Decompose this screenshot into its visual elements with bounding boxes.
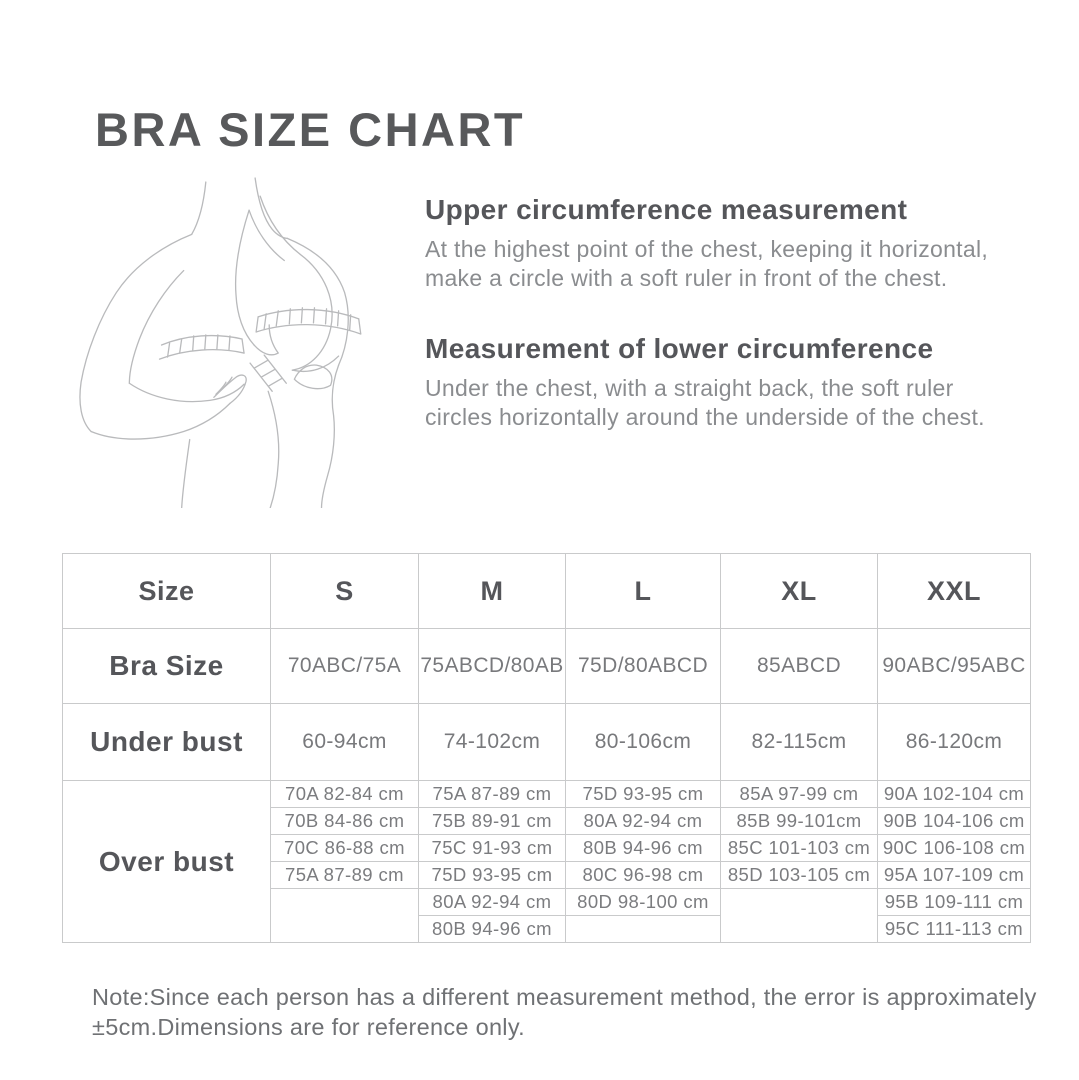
table-cell: 70C 86-88 cm — [271, 835, 419, 862]
table-cell: 85B 99-101cm — [721, 808, 878, 835]
lower-section-heading: Measurement of lower circumference — [425, 333, 934, 364]
table-cell: 90A 102-104 cm — [878, 781, 1031, 808]
header-xxl: XXL — [878, 554, 1031, 629]
header-s: S — [271, 554, 419, 629]
table-cell: 85D 103-105 cm — [721, 862, 878, 889]
table-cell: 86-120cm — [878, 704, 1031, 781]
bra-size-row — [63, 629, 1031, 704]
upper-section-heading: Upper circumference measurement — [425, 194, 908, 225]
table-cell: 74-102cm — [419, 704, 566, 781]
table-cell-empty — [566, 916, 721, 943]
table-cell: 95A 107-109 cm — [878, 862, 1031, 889]
under-bust-label: Under bust — [63, 704, 271, 781]
table-cell: 80A 92-94 cm — [419, 889, 566, 916]
torso-line-art-icon — [70, 176, 404, 508]
section-lower-circumference — [425, 333, 1020, 432]
measurement-instructions — [425, 194, 1020, 432]
table-cell: 75ABCD/80AB — [419, 629, 566, 704]
table-cell: 95C 111-113 cm — [878, 916, 1031, 943]
table-cell: 75D/80ABCD — [566, 629, 721, 704]
header-size: Size — [63, 554, 271, 629]
table-cell: 80D 98-100 cm — [566, 889, 721, 916]
table-cell: 85ABCD — [721, 629, 878, 704]
table-header-row — [63, 554, 1031, 629]
table-cell: 80B 94-96 cm — [419, 916, 566, 943]
size-chart-table — [62, 553, 1031, 943]
section-upper-circumference — [425, 194, 1020, 293]
table-cell: 75A 87-89 cm — [419, 781, 566, 808]
table-cell: 75A 87-89 cm — [271, 862, 419, 889]
table-cell: 80A 92-94 cm — [566, 808, 721, 835]
table-cell: 70A 82-84 cm — [271, 781, 419, 808]
table-cell-empty — [271, 889, 419, 943]
table-cell: 80-106cm — [566, 704, 721, 781]
table-cell: 82-115cm — [721, 704, 878, 781]
table-cell: 85A 97-99 cm — [721, 781, 878, 808]
footnote: Note:Since each person has a different measurement method, the error is approximately ±5cm.Dimensions are for reference only. — [92, 984, 1037, 1040]
table-cell: 75C 91-93 cm — [419, 835, 566, 862]
upper-section-body: At the highest point of the chest, keeping it horizontal, make a circle with a soft ruler in front of the chest. — [425, 236, 989, 291]
table-cell: 75D 93-95 cm — [566, 781, 721, 808]
table-cell: 60-94cm — [271, 704, 419, 781]
header-m: M — [419, 554, 566, 629]
table-cell: 80C 96-98 cm — [566, 862, 721, 889]
table-cell: 85C 101-103 cm — [721, 835, 878, 862]
table-cell: 95B 109-111 cm — [878, 889, 1031, 916]
header-l: L — [566, 554, 721, 629]
page-title: BRA SIZE CHART — [95, 103, 526, 156]
table-cell: 90C 106-108 cm — [878, 835, 1031, 862]
table-cell: 70B 84-86 cm — [271, 808, 419, 835]
bra-size-label: Bra Size — [63, 629, 271, 704]
table-cell: 90B 104-106 cm — [878, 808, 1031, 835]
table-cell: 75D 93-95 cm — [419, 862, 566, 889]
header-xl: XL — [721, 554, 878, 629]
table-cell: 70ABC/75A — [271, 629, 419, 704]
table-cell: 75B 89-91 cm — [419, 808, 566, 835]
measurement-illustration — [70, 176, 404, 508]
table-cell: 80B 94-96 cm — [566, 835, 721, 862]
table-cell-empty — [721, 889, 878, 943]
over-bust-label: Over bust — [63, 781, 271, 943]
over-bust-subrow — [63, 781, 1031, 808]
lower-section-body: Under the chest, with a straight back, the soft ruler circles horizontally around the underside of the chest. — [425, 375, 985, 430]
table-cell: 90ABC/95ABC — [878, 629, 1031, 704]
under-bust-row — [63, 704, 1031, 781]
